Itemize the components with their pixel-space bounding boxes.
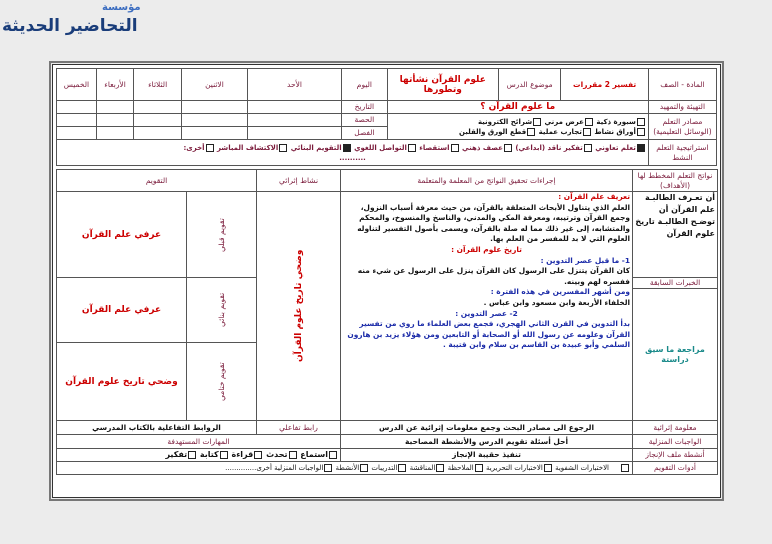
date-label: التاريخ <box>342 101 387 114</box>
eval-type-3: تقويم ختامي <box>187 343 257 421</box>
lesson-label: موضوع الدرس <box>498 69 560 101</box>
eval-type-1: تقويم قبلي <box>187 192 257 278</box>
procedures-header: إجراءات تحقيق النواتج من المعلمة والمتعلمة <box>341 170 633 192</box>
procedure-h3: 1- ما قبل عصر التدوين : <box>540 255 631 265</box>
enrich-label: معلومة إثرائية <box>633 421 718 435</box>
procedure-p1: العلم الذي يتناول الأبحاث المتعلقة بالقرآن، من حيث معرفة أسباب النزول، وجمع القرآن وترتيبه، ومعرفة المكي والمدني، والناسخ والمنسوخ، والمحكم والمتشابه، إلى غير ذلك مما له صلة بالقرآن، ويسمى بأصول التفسير لتناوله العلوم التي لا بد للمفسر من العلم بها. <box>357 202 631 244</box>
link-value: الروابط التفاعلية بالكتاب المدرسي <box>57 421 257 435</box>
day-sun: الأحد <box>247 69 341 101</box>
class-label: الفصل <box>342 127 387 140</box>
eval-value-1: عرفي علم القرآن <box>57 192 187 278</box>
procedure-h4: 2- عصر التدوين : <box>455 308 518 318</box>
logo <box>2 2 182 42</box>
enrich-value: الرجوع الى مصادر البحث وجمع معلومات إثرائية عن الدرس <box>341 421 633 435</box>
eval-value-2: عرفي علم القرآن <box>57 278 187 343</box>
achieve-value: تنفيذ حقيبة الإنجاز <box>341 449 633 462</box>
body-table <box>56 169 718 475</box>
lesson-plan-page <box>52 64 721 498</box>
tools-label: أدوات التقويم <box>633 462 718 475</box>
strategies-label: استراتيجية التعلم النشط <box>648 140 716 166</box>
tools-list: الاختبارات الشفوية الاختبارات التحريرية الملاحظة المناقشة التدريبات الأنشطة الواجبات المنزلية أخرى.............. <box>57 462 633 475</box>
prior-value: مراجعة ما سيق دراستة <box>633 289 718 421</box>
header-table <box>56 68 717 166</box>
homework-value: أحل أسئلة تقويم الدرس والأنشطة المصاحبة <box>341 435 633 449</box>
procedure-p5: بدأ التدوين في القرن الثاني الهجري، فجمع بعض العلماء ما روي من تفسير القرآن وعلومه عن رسول الله أو الصحابة أو التابعين ومن هؤلاء يزيد بن هارون السلمي وأبو عبيدة بن القاسم بن سلام وابن قتيبة . <box>347 319 631 350</box>
activity-text: وضحي تاريخ علوم القرآن <box>293 249 304 363</box>
eval-type-2: تقويم بنائي <box>187 278 257 343</box>
achieve-label: أنشطة ملف الإنجاز <box>633 449 718 462</box>
procedure-p3: ومن أشهر المفسرين في هذه الفترة : <box>490 287 631 297</box>
logo-sub: مؤسسة <box>102 2 141 13</box>
procedure-p4: الخلفاء الأربعة وابن مسعود وابن عباس . <box>483 297 631 307</box>
procedure-content <box>341 192 633 421</box>
procedure-h1: تعريف علم القرآن : <box>558 192 631 201</box>
activity-cell <box>257 192 341 421</box>
subject-label: المادة - الصف <box>648 69 716 101</box>
skills-list: استماع تحدث قراءة كتابة تفكير <box>57 449 341 462</box>
link-label: رابط تفاعلي <box>257 421 341 435</box>
day-tue: الثلاثاء <box>134 69 182 101</box>
homework-label: الواجبات المنزلية <box>633 435 718 449</box>
sources-list: سبورة ذكية عرض مرني شرائح الكترونية أوراق نشاط تجارب عملية قطع الورق والقلبن <box>387 114 648 140</box>
day-wed: الأربعاء <box>96 69 133 101</box>
prior-label: الخبرات السابقة <box>633 278 718 289</box>
eval-value-3: وضحي تاريخ علوم القرآن <box>57 343 187 421</box>
day-thu: الخميس <box>57 69 97 101</box>
procedure-p2: كان القرآن يتنزل على الرسول كان القرآن ينزل على الرسول عن شيء منه ففسره لهم وبينه. <box>357 266 631 286</box>
day-label: اليوم <box>342 69 387 101</box>
lesson-value: علوم القرآن نشأتها وتطورها <box>387 69 498 101</box>
strategies-list: تعلم تعاوني تفكير ناقد (ابداعي) عصف ذهني استقصاء التواصل اللغوي التقويم البنائي الاكتشاف المباشر أخرى: .......... <box>57 140 649 166</box>
skills-label: المهارات المستهدفة <box>57 435 341 449</box>
period-label: الحصة <box>342 114 387 127</box>
evaluation-header: التقويم <box>57 170 257 192</box>
intro-value: ما علوم القرآن ؟ <box>387 101 648 114</box>
activity-header: نشاط إثرائي <box>257 170 341 192</box>
objectives: أن تعـرف الطالبـة علم القرآن أن توضـح الطالبـة تاريخ علوم القرآن <box>633 192 718 278</box>
intro-label: التهيئة والتمهيد <box>648 101 716 114</box>
outcomes-header: نواتج التعلم المخطط لها (الأهداف) <box>633 170 718 192</box>
procedure-h2: تاريخ علوم القرآن : <box>451 244 522 254</box>
sources-label: مصادر التعلم (الوسائل التعليمية) <box>648 114 716 140</box>
logo-text: التحاضير الحديثة <box>2 16 138 36</box>
day-mon: الاثنين <box>182 69 248 101</box>
subject-value: تفسير 2 مقررات <box>561 69 648 101</box>
